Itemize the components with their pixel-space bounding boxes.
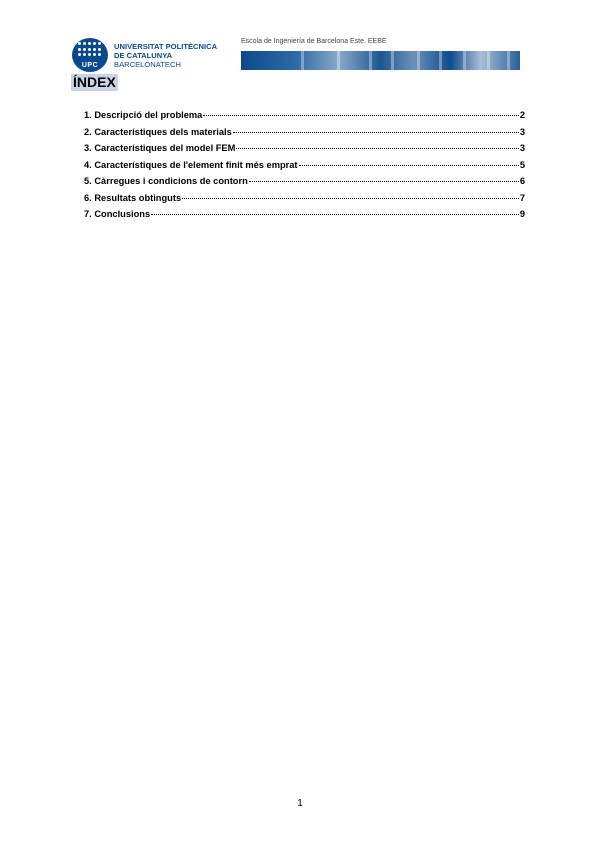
toc-entry-label: 3. Característiques del model FEM (84, 143, 236, 153)
toc-entry-label: 5. Càrregues i condicions de contorn (84, 176, 248, 186)
index-title: ÍNDEX (73, 74, 116, 90)
toc-entry-label: 4. Característiques de l'element finit més emprat (84, 159, 298, 170)
toc-entry[interactable] (84, 160, 525, 177)
toc-entry-page: 2 (519, 110, 525, 120)
dot-leader (249, 181, 519, 182)
dot-leader (151, 214, 519, 215)
school-name: Escola de Ingeniería de Barcelona Este. EEBE (241, 38, 387, 45)
toc-entry[interactable] (84, 110, 525, 127)
logo-line-2: DE CATALUNYA (114, 50, 173, 60)
toc-entry-label: 2. Característiques dels materials (84, 126, 232, 137)
dot-leader (203, 115, 519, 116)
dot-leader (236, 148, 518, 149)
toc-entry[interactable] (84, 143, 525, 160)
toc-entry-page: 5 (519, 159, 525, 170)
dot-leader (182, 198, 519, 199)
toc-entry[interactable] (84, 127, 525, 144)
dot-leader (299, 165, 519, 166)
toc-entry[interactable] (84, 209, 525, 226)
logo-abbreviation: UPC (81, 62, 99, 69)
upc-logo-icon (72, 38, 108, 72)
toc-entry-page: 7 (519, 192, 525, 203)
toc-entry-label: 1. Descripció del problema (84, 110, 203, 120)
toc-entry[interactable] (84, 193, 525, 210)
table-of-contents (84, 110, 525, 226)
toc-entry-page: 3 (519, 126, 525, 137)
toc-entry-page: 3 (519, 143, 525, 153)
toc-entry-label: 7. Conclusions (84, 209, 151, 219)
toc-entry-page: 6 (519, 176, 525, 186)
university-logo (72, 38, 232, 72)
toc-entry[interactable] (84, 176, 525, 193)
header-banner-image (241, 51, 520, 70)
logo-line-1: UNIVERSITAT POLITÈCNICA (114, 41, 218, 51)
toc-entry-label: 6. Resultats obtinguts (84, 192, 182, 203)
logo-text (114, 42, 217, 69)
page-number: 1 (297, 798, 303, 809)
toc-entry-page: 9 (519, 209, 525, 219)
logo-line-3: BARCELONATECH (114, 59, 181, 69)
dot-leader (233, 132, 519, 133)
